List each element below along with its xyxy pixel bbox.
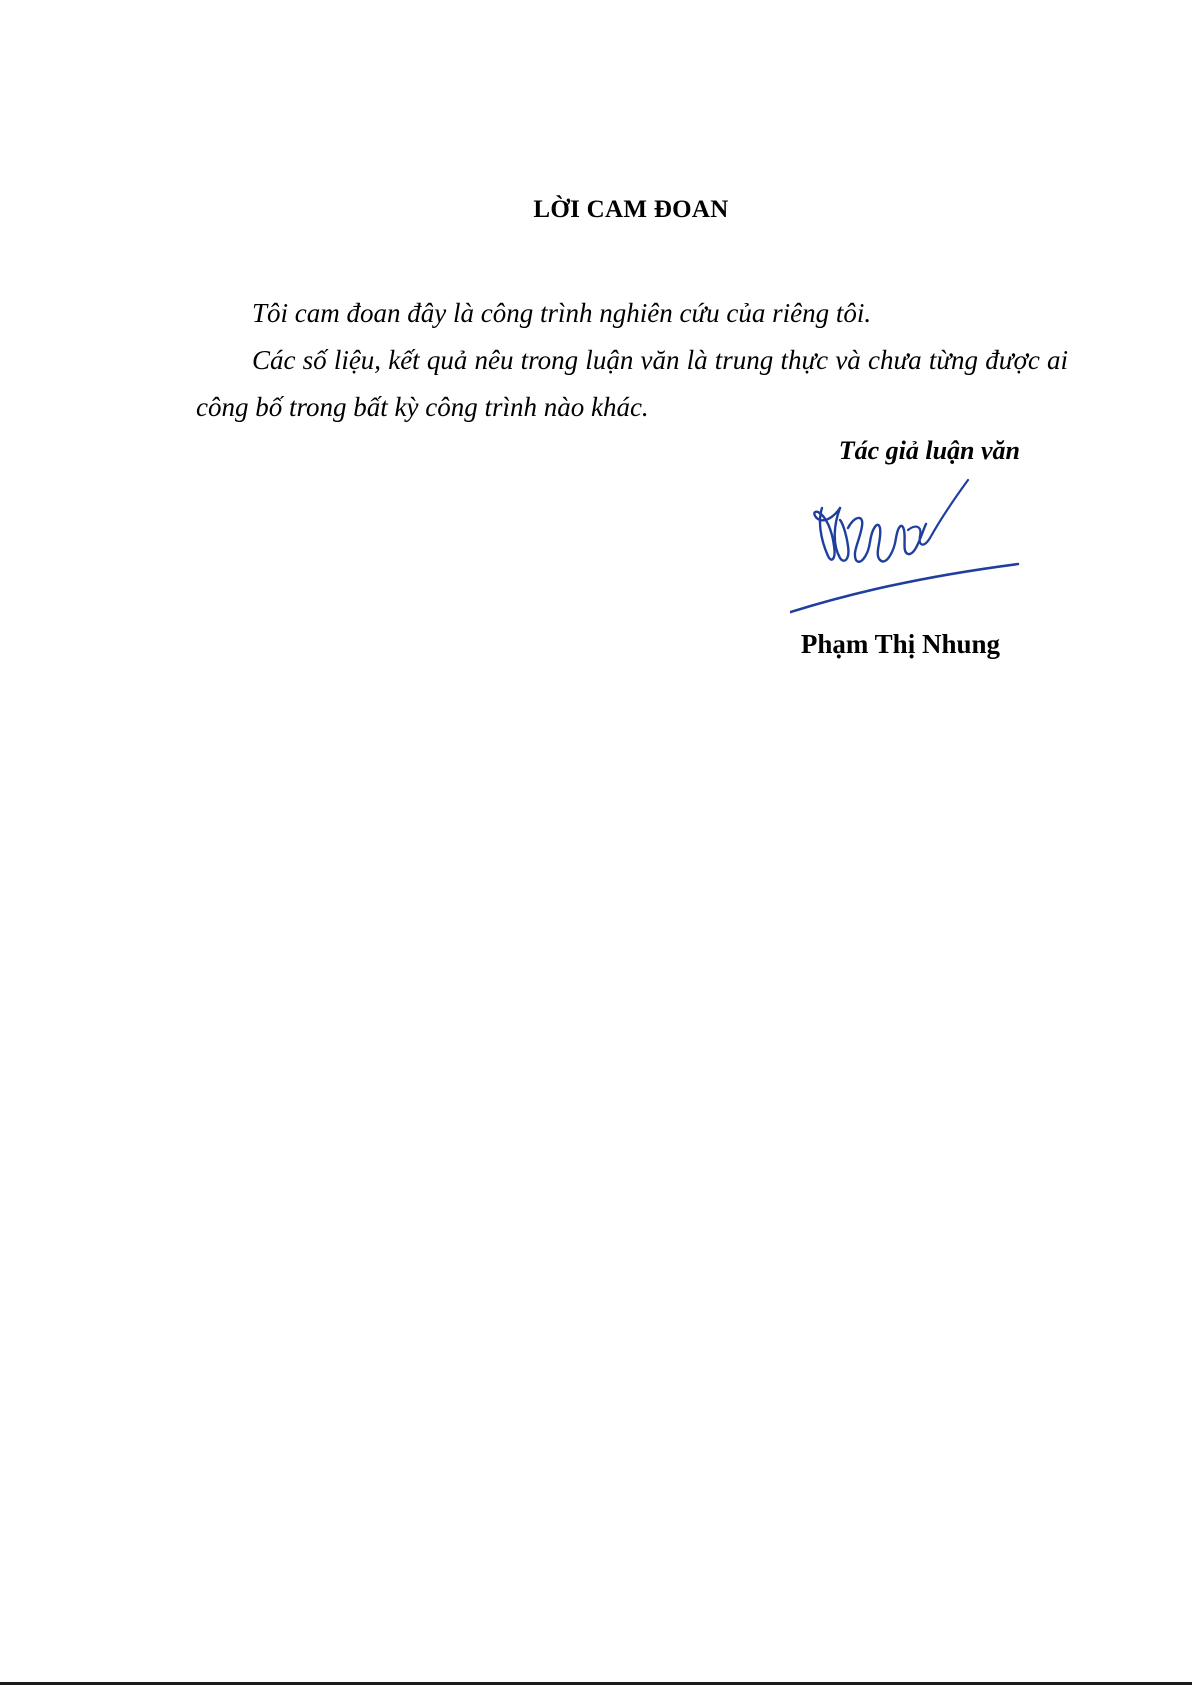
signature-label: Tác giả luận văn — [838, 436, 1020, 465]
declaration-paragraph-1: Tôi cam đoan đây là công trình nghiên cứu của riêng tôi. — [252, 298, 872, 328]
author-name: Phạm Thị Nhung — [800, 629, 1000, 659]
page-title: LỜI CAM ĐOAN — [533, 196, 729, 223]
declaration-paragraph-2: Các số liệu, kết quả nêu trong luận văn là trung thực và chưa từng được ai công bố trong bất kỳ công trình nào khác. — [196, 345, 1068, 422]
handwritten-signature — [790, 468, 1030, 628]
declaration-body — [196, 290, 1068, 431]
